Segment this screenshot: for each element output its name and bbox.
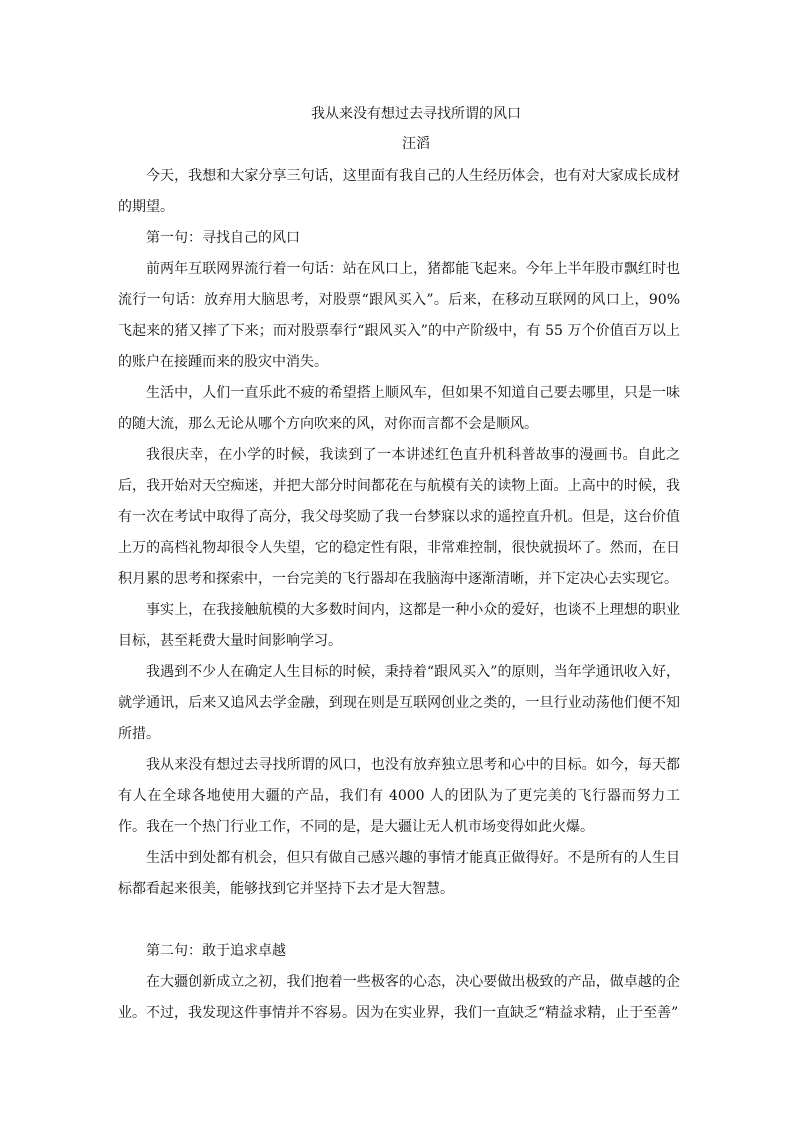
body-paragraph: 事实上，在我接触航模的大多数时间内，这都是一种小众的爱好，也谈不上理想的职业目标，甚至耗费大量时间影响学习。	[118, 602, 680, 649]
body-paragraph: 我遇到不少人在确定人生目标的时候，秉持着“跟风买入”的原则，当年学通讯收入好，就学通讯，后来又追风去学金融，到现在则是互联网创业之类的，一旦行业动荡他们便不知所措。	[118, 664, 680, 742]
document-title: 我从来没有想过去寻找所谓的风口	[311, 106, 521, 122]
section-heading: 第一句：寻找自己的风口	[146, 230, 300, 246]
body-paragraph: 我从来没有想过去寻找所谓的风口，也没有放弃独立思考和心中的目标。如今，每天都有人在全球各地使用大疆的产品，我们有 4000 人的团队为了更完美的飞行器而努力工作。我在一个热门行业工作，不同的是，是大疆让无人机市场变得如此火爆。	[118, 757, 680, 835]
document-body	[118, 161, 680, 1029]
section-heading: 第二句：敢于追求卓越	[146, 943, 286, 959]
section-spacer	[118, 905, 680, 936]
body-paragraph: 我很庆幸，在小学的时候，我读到了一本讲述红色直升机科普故事的漫画书。自此之后，我开始对天空痴迷，并把大部分时间都花在与航模有关的读物上面。上高中的时候，我有一次在考试中取得了高分，我父母奖励了我一台梦寐以求的遥控直升机。但是，这台价值上万的高档礼物却很令人失望，它的稳定性有限，非常难控制，很快就损坏了。然而，在日积月累的思考和探索中，一台完美的飞行器却在我脑海中逐渐清晰，并下定决心去实现它。	[118, 447, 680, 587]
intro-paragraph: 今天，我想和大家分享三句话，这里面有我自己的人生经历体会，也有对大家成长成材的期望。	[118, 168, 680, 215]
document-author: 汪滔	[402, 136, 430, 152]
body-paragraph: 前两年互联网界流行着一句话：站在风口上，猪都能飞起来。今年上半年股市飘红时也流行一句话：放弃用大脑思考，对股票“跟风买入”。后来，在移动互联网的风口上，90%飞起来的猪又摔了下来；而对股票奉行“跟风买入”的中产阶级中，有 55 万个价值百万以上的账户在接踵而来的股灾中消失。	[118, 261, 680, 370]
body-paragraph: 在大疆创新成立之初，我们抱着一些极客的心态，决心要做出极致的产品，做卓越的企业。不过，我发现这件事情并不容易。因为在实业界，我们一直缺乏“精益求精，止于至善”	[118, 974, 680, 1021]
body-paragraph: 生活中到处都有机会，但只有做自己感兴趣的事情才能真正做得好。不是所有的人生目标都看起来很美，能够找到它并坚持下去才是大智慧。	[118, 850, 680, 897]
body-paragraph: 生活中，人们一直乐此不疲的希望搭上顺风车，但如果不知道自己要去哪里，只是一味的随大流，那么无论从哪个方向吹来的风，对你而言都不会是顺风。	[118, 385, 680, 432]
